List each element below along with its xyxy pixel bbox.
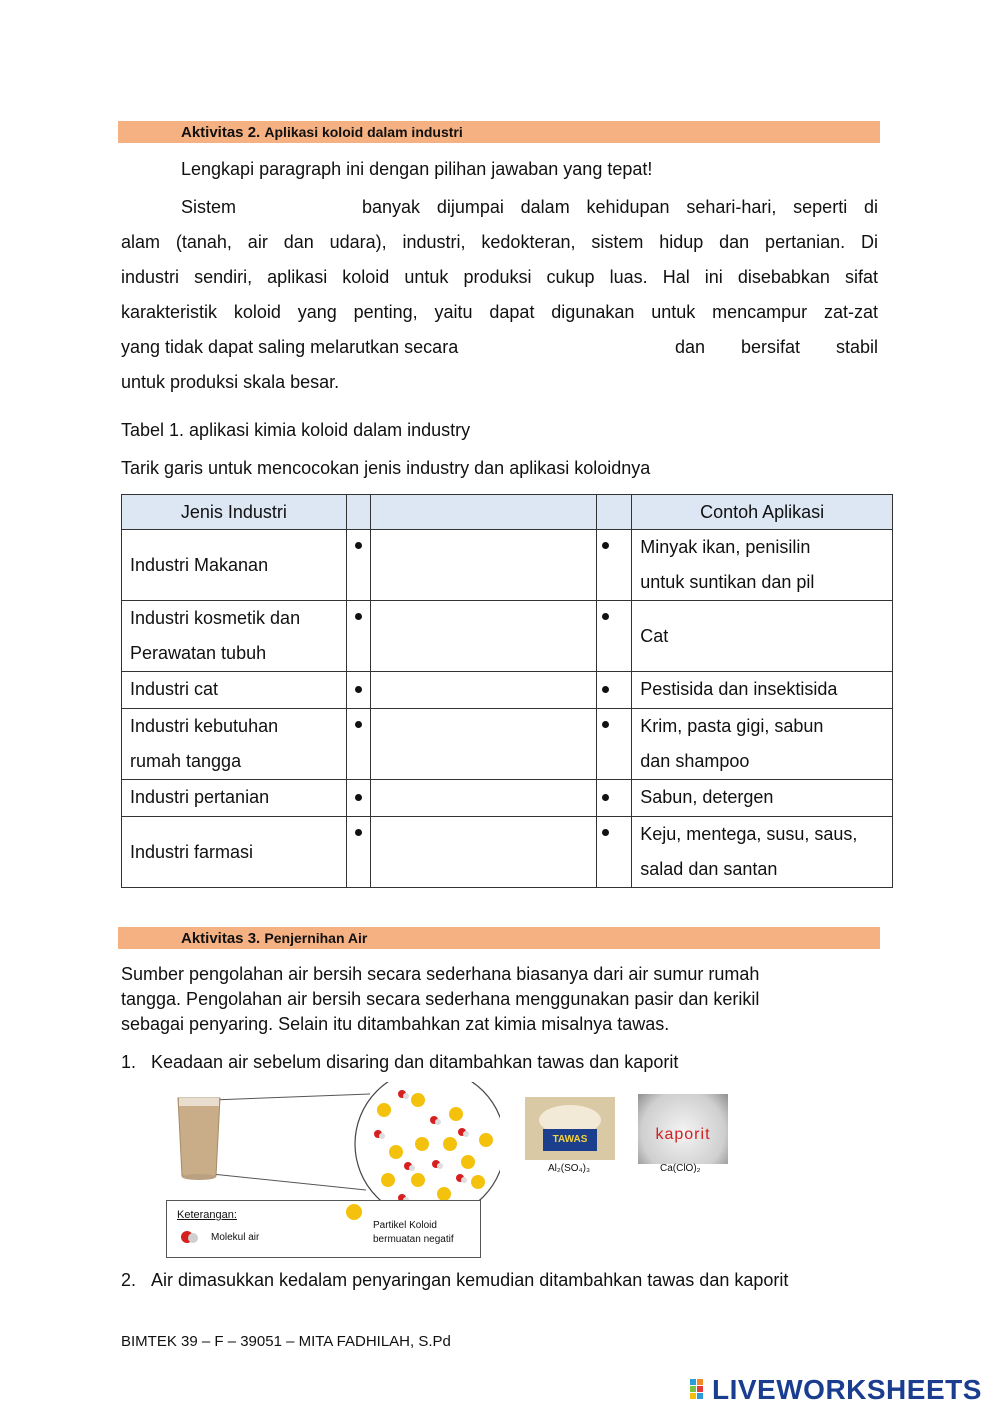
list-item-2-text: Air dimasukkan kedalam penyaringan kemudian ditambahkan tawas dan kaporit (151, 1270, 789, 1290)
table-row (122, 780, 893, 817)
footer-credit: BIMTEK 39 – F – 39051 – MITA FADHILAH, S.Pd (121, 1333, 451, 1350)
activity3-title-bold: Aktivitas 3. (181, 930, 261, 947)
left-match-dot[interactable] (355, 794, 362, 801)
list-item-2-number: 2. (121, 1270, 137, 1290)
colloid-particle-icon (345, 1203, 363, 1221)
paragraph-line5-start: yang tidak dapat saling melarutkan secara (121, 337, 459, 357)
magnified-circle (355, 1082, 500, 1219)
tawas-container-label: TAWAS (543, 1129, 597, 1151)
table-caption: Tabel 1. aplikasi kimia koloid dalam industry (121, 420, 471, 440)
application-line: untuk suntikan dan pil (640, 572, 815, 592)
liveworksheets-logo-icon (688, 1377, 712, 1403)
industry-line: rumah tangga (130, 751, 242, 771)
legend-box (166, 1200, 481, 1258)
right-match-dot[interactable] (602, 829, 609, 836)
legend-colloid-line2: bermuatan negatif (373, 1234, 454, 1245)
line-area[interactable] (370, 530, 597, 601)
legend-colloid (373, 1219, 454, 1247)
right-match-dot[interactable] (602, 613, 609, 620)
table-header-row (122, 495, 893, 530)
activity2-instruction: Lengkapi paragraph ini dengan pilihan jawaban yang tepat! (181, 159, 653, 179)
activity2-title: Aplikasi koloid dalam industri (264, 124, 463, 140)
header-jenis-industri: Jenis Industri (122, 495, 347, 530)
paragraph-line5-end: dan bersifat stabil (675, 337, 878, 357)
activity3-paragraph (121, 962, 881, 1037)
industry-line: Industri kebutuhan (130, 716, 279, 736)
table-row (122, 709, 893, 780)
left-match-dot[interactable] (355, 542, 362, 549)
industry-line: Industri kosmetik dan (130, 608, 301, 628)
application-line: dan shampoo (640, 751, 750, 771)
left-match-dot[interactable] (355, 721, 362, 728)
line-area[interactable] (370, 780, 597, 817)
industry-cell: Industri Makanan (130, 554, 269, 575)
application-line: Krim, pasta gigi, sabun (640, 716, 824, 736)
table-row (122, 530, 893, 601)
glass-of-water-icon (178, 1098, 220, 1180)
application-line: salad dan santan (640, 859, 778, 879)
right-match-dot[interactable] (602, 686, 609, 693)
liveworksheets-brand: LIVEWORKSHEETS (712, 1374, 982, 1405)
answer-blank-1[interactable] (248, 197, 356, 221)
kaporit-image (638, 1094, 728, 1164)
zoom-line-top (212, 1094, 370, 1100)
left-match-dot[interactable] (355, 613, 362, 620)
kaporit-image-label: kaporit (655, 1126, 711, 1143)
answer-blank-2[interactable] (503, 337, 668, 361)
table-row (122, 817, 893, 888)
header-contoh-aplikasi: Contoh Aplikasi (632, 495, 893, 530)
paragraph-line1-end: banyak dijumpai dalam kehidupan sehari-hari, seperti di (362, 197, 878, 217)
line-area[interactable] (370, 709, 597, 780)
industry-cell: Industri cat (130, 679, 219, 699)
table-instruction: Tarik garis untuk mencocokan jenis industry dan aplikasi koloidnya (121, 458, 651, 478)
activity2-header (118, 121, 880, 143)
line-area[interactable] (370, 672, 597, 709)
paragraph-line3: industri sendiri, aplikasi koloid untuk produksi cukup luas. Hal ini disebabkan sifat (121, 267, 878, 287)
industry-cell: Industri farmasi (130, 841, 254, 862)
activity3-line2: tangga. Pengolahan air bersih secara sederhana menggunakan pasir dan kerikil (121, 989, 760, 1009)
industry-cell: Industri pertanian (130, 787, 270, 807)
activity2-title-bold: Aktivitas 2. (181, 124, 261, 141)
paragraph-line1-start: Sistem (181, 197, 237, 217)
line-area[interactable] (370, 601, 597, 672)
application-line: Keju, mentega, susu, saus, (640, 824, 858, 844)
right-match-dot[interactable] (602, 721, 609, 728)
paragraph-line4: karakteristik koloid yang penting, yaitu dapat digunakan untuk mencampur zat-zat (121, 302, 878, 322)
left-match-dot[interactable] (355, 829, 362, 836)
line-area[interactable] (370, 817, 597, 888)
tawas-image (525, 1097, 615, 1160)
activity3-title: Penjernihan Air (264, 930, 368, 946)
activity3-header (118, 927, 880, 949)
application-cell: Sabun, detergen (640, 787, 774, 807)
kaporit-formula: Ca(ClO)₂ (660, 1163, 701, 1174)
activity3-line1: Sumber pengolahan air bersih secara sederhana biasanya dari air sumur rumah (121, 964, 760, 984)
legend-title: Keterangan: (177, 1209, 237, 1221)
table-row (122, 672, 893, 709)
legend-colloid-line1: Partikel Koloid (373, 1220, 437, 1231)
industry-line: Perawatan tubuh (130, 643, 267, 663)
matching-table (121, 494, 893, 888)
activity3-line3: sebagai penyaring. Selain itu ditambahkan zat kimia misalnya tawas. (121, 1014, 670, 1034)
left-match-dot[interactable] (355, 686, 362, 693)
paragraph-line2: alam (tanah, air dan udara), industri, kedokteran, sistem hidup dan pertanian. Di (121, 232, 878, 252)
list-item-1-text: Keadaan air sebelum disaring dan ditambahkan tawas dan kaporit (151, 1052, 679, 1072)
tawas-formula: Al₂(SO₄)₃ (548, 1163, 591, 1174)
legend-water-label: Molekul air (211, 1232, 260, 1243)
table-row (122, 601, 893, 672)
paragraph-line6: untuk produksi skala besar. (121, 372, 340, 392)
zoom-line-bottom (212, 1174, 366, 1190)
water-molecule-icon (179, 1229, 201, 1245)
right-match-dot[interactable] (602, 794, 609, 801)
right-match-dot[interactable] (602, 542, 609, 549)
liveworksheets-logo[interactable] (688, 1373, 982, 1407)
application-cell: Pestisida dan insektisida (640, 679, 838, 699)
application-cell: Cat (640, 625, 669, 646)
application-line: Minyak ikan, penisilin (640, 537, 811, 557)
list-item-1-number: 1. (121, 1052, 137, 1072)
